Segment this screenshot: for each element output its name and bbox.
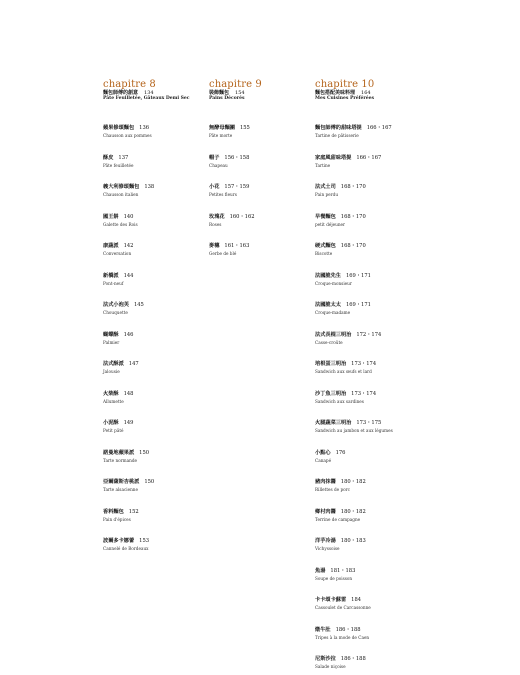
recipe-line [315,350,420,369]
recipe-chinese-name: 硬式麵包 [315,243,336,249]
chapter-french-title: Pâte Feuilletée, Gâteaux Demi Sec [103,96,190,101]
recipe-line [103,114,203,133]
recipe-french-name: Sandwich aux sardines [315,398,364,404]
recipe-entry [315,144,420,168]
recipe-chinese-name: 洋芋冷湯 [315,538,336,544]
recipe-entry [103,380,203,404]
recipe-entry [103,262,203,286]
recipe-chinese-name: 康蔬派 [103,243,119,249]
recipe-line [209,114,309,133]
recipe-chinese-name: 諾曼地蘋果派 [103,449,135,456]
recipe-entry [315,350,420,374]
recipe-page-number: 144 [123,272,134,279]
recipe-line [103,380,203,399]
recipe-page-number: 160・162 [229,213,255,220]
recipe-line [315,557,420,576]
recipe-page-number: 186・188 [335,626,361,633]
recipe-french-name: Pont-neuf [103,280,124,286]
recipe-page-number: 153 [139,538,150,544]
recipe-entry [315,291,420,315]
recipe-page-number: 169・171 [345,272,371,279]
recipe-entry [103,291,203,315]
recipe-entry [103,144,203,168]
recipe-page-number: 142 [123,243,134,249]
recipe-list [315,114,420,669]
recipe-french-name: Galette des Rois [103,221,138,227]
recipe-page-number: 186・188 [340,656,366,662]
recipe-french-name: petit déjeuner [315,221,346,227]
recipe-entry [209,144,309,168]
recipe-french-name: Croque-madame [315,310,351,315]
chapter-french-title: Pains Décorés [209,96,245,101]
recipe-list [209,114,309,256]
recipe-line [209,144,309,163]
recipe-line [315,144,420,163]
chapter-title: chapitre 8 [103,79,156,90]
recipe-page-number: 137 [118,154,129,161]
recipe-french-name: Sandwich au jambon et aux légumes [315,428,393,433]
recipe-french-name: Soupe de poisson [315,575,353,581]
recipe-line [103,173,203,192]
chapter-french-title: Mes Cuisines Préférées [315,96,375,101]
recipe-line [315,321,420,340]
recipe-chinese-name: 豬肉抹醬 [315,479,336,485]
recipe-french-name: Rillettes de porc [315,487,351,492]
recipe-line [103,321,203,340]
recipe-page-number: 173・174 [351,390,377,397]
recipe-chinese-name: 無酵母麵團 [209,125,235,131]
recipe-page-number: 180・182 [340,508,366,515]
recipe-line [103,144,203,163]
recipe-page-number: 145 [133,302,144,308]
recipe-line [315,439,420,458]
recipe-entry [315,468,420,492]
recipe-line [103,203,203,222]
recipe-line [209,232,309,251]
recipe-french-name: Chouquette [103,310,128,315]
recipe-page-number: 138 [144,184,155,190]
recipe-line [315,498,420,517]
recipe-entry [315,114,420,138]
recipe-chinese-name: 小泥酥 [103,420,119,426]
recipe-entry [103,232,203,256]
recipe-chinese-name: 麥穗 [209,243,220,249]
recipe-chinese-name: 家庭風甜味塔提 [315,154,352,161]
recipe-page-number: 168・170 [340,213,366,220]
recipe-french-name: Tartine [315,162,331,168]
recipe-french-name: Allumette [103,398,124,404]
recipe-line [315,114,420,133]
recipe-entry [315,557,420,581]
recipe-line [209,203,309,222]
recipe-entry [315,527,420,551]
recipe-line [315,262,420,281]
recipe-page-number: 156・158 [224,154,250,161]
recipe-entry [103,173,203,197]
recipe-line [315,409,420,428]
recipe-french-name: Roses [209,221,222,227]
recipe-french-name: Terrine de campagne [315,516,361,522]
recipe-page-number: 147 [128,361,139,367]
chapter-page-number: 154 [235,90,245,96]
recipe-list [103,114,203,551]
recipe-chinese-name: 酥皮 [103,154,114,161]
recipe-page-number: 155 [239,125,250,131]
recipe-chinese-name: 燉牛肚 [315,626,331,633]
recipe-entry [103,321,203,345]
recipe-page-number: 169・171 [345,302,371,308]
recipe-chinese-name: 義大利修頌麵包 [103,184,140,190]
recipe-chinese-name: 早餐麵包 [315,213,336,220]
recipe-page-number: 161・163 [224,243,250,249]
recipe-chinese-name: 蘋果修頌麵包 [103,125,135,131]
recipe-page-number: 173・175 [356,420,382,426]
recipe-chinese-name: 法國脆先生 [315,272,341,279]
recipe-french-name: Canapé [315,457,332,463]
recipe-chinese-name: 火腿蔬菜三明治 [315,420,352,426]
recipe-page-number: 146 [123,331,134,338]
recipe-entry [315,232,420,256]
recipe-page-number: 172・174 [356,331,382,338]
recipe-entry [315,262,420,286]
recipe-line [315,173,420,192]
chapter-8-column [103,79,203,557]
recipe-entry [315,409,420,433]
recipe-line [103,468,203,487]
recipe-line [315,468,420,487]
chapter-10-column [315,79,420,675]
recipe-french-name: Tartine de pâtisserie [315,133,359,138]
recipe-french-name: Pâte morte [209,133,233,138]
recipe-chinese-name: 法式酥派 [103,361,124,367]
recipe-chinese-name: 香料麵包 [103,508,124,515]
recipe-french-name: Vichyssoise [315,546,340,551]
recipe-line [103,409,203,428]
recipe-chinese-name: 沙丁魚三明治 [315,390,347,397]
recipe-page-number: 148 [123,390,134,397]
recipe-french-name: Biscotte [315,251,333,256]
recipe-entry [103,439,203,463]
recipe-entry [103,203,203,227]
recipe-entry [103,527,203,551]
recipe-french-name: Pain perdu [315,192,339,197]
recipe-entry [103,498,203,522]
recipe-french-name: Tarte normande [103,457,138,463]
recipe-line [103,439,203,458]
recipe-entry [315,203,420,227]
recipe-entry [103,409,203,433]
recipe-french-name: Sandwich aux œufs et lard [315,369,372,374]
recipe-entry [103,468,203,492]
recipe-line [315,232,420,251]
recipe-french-name: Chausson aux pommes [103,133,152,138]
recipe-entry [315,586,420,610]
recipe-page-number: 152 [128,508,139,515]
recipe-line [315,586,420,605]
recipe-french-name: Petites fleurs [209,192,237,197]
recipe-line [315,527,420,546]
recipe-page-number: 180・183 [340,538,366,544]
chapter-chinese-title: 麵包師傅的創意 [103,90,139,96]
recipe-page-number: 166・167 [356,154,382,161]
recipe-page-number: 168・170 [340,184,366,190]
recipe-line [103,291,203,310]
recipe-line [103,350,203,369]
recipe-chinese-name: 卡卡頌卡蘇雷 [315,597,347,603]
recipe-french-name: Jalousie [103,369,120,374]
chapter-title: chapitre 10 [315,79,375,90]
recipe-entry [103,350,203,374]
recipe-french-name: Gerbe de blé [209,251,237,256]
recipe-chinese-name: 法式小泡芙 [103,302,129,308]
chapter-chinese-title: 麵包搭配美味料理 [315,90,356,96]
recipe-french-name: Chapeau [209,162,228,168]
recipe-entry [315,380,420,404]
recipe-entry [315,173,420,197]
recipe-page-number: 136 [139,125,150,131]
recipe-chinese-name: 法式土司 [315,184,336,190]
recipe-french-name: Tripes à la mode de Caen [315,634,370,640]
chapter-page-number: 134 [144,90,154,96]
recipe-chinese-name: 培根蛋三明治 [315,361,347,367]
recipe-entry [315,498,420,522]
recipe-chinese-name: 法式長棍三明治 [315,331,352,338]
recipe-line [209,173,309,192]
recipe-chinese-name: 帽子 [209,154,220,161]
recipe-chinese-name: 國王餅 [103,213,119,220]
recipe-line [315,203,420,222]
recipe-page-number: 150 [139,449,150,456]
recipe-chinese-name: 波爾多卡娜蕾 [103,538,135,544]
recipe-entry [315,439,420,463]
recipe-french-name: Palmier [103,339,120,345]
recipe-french-name: Cassoulet de Carcassonne [315,605,371,610]
recipe-chinese-name: 小點心 [315,449,331,456]
recipe-line [103,498,203,517]
recipe-line [315,380,420,399]
recipe-french-name: Conversation [103,251,132,256]
recipe-chinese-name: 亞爾薩斯杏桃派 [103,479,140,485]
recipe-page-number: 140 [123,213,134,220]
recipe-page-number: 149 [123,420,134,426]
recipe-line [315,616,420,635]
chapter-chinese-title: 裝飾麵包 [209,90,230,96]
recipe-entry [209,173,309,197]
recipe-entry [315,616,420,640]
recipe-french-name: Croque-monsieur [315,280,352,286]
recipe-chinese-name: 火柴酥 [103,390,119,397]
recipe-page-number: 181・183 [330,567,356,574]
recipe-french-name: Chausson italien [103,192,139,197]
recipe-entry [315,645,420,669]
recipe-chinese-name: 鄉村肉醬 [315,508,336,515]
recipe-chinese-name: 玫瑰花 [209,213,225,220]
recipe-line [315,291,420,310]
recipe-entry [209,114,309,138]
recipe-line [103,232,203,251]
recipe-chinese-name: 法國脆太太 [315,302,341,308]
recipe-page-number: 184 [351,597,362,603]
recipe-french-name: Cannelé de Bordeaux [103,546,149,551]
recipe-french-name: Tarte alsacienne [103,487,138,492]
recipe-page-number: 150 [144,479,155,485]
recipe-chinese-name: 小花 [209,184,220,190]
recipe-chinese-name: 新橋派 [103,272,119,279]
recipe-french-name: Pâte feuilletée [103,162,134,168]
recipe-french-name: Petit pâté [103,428,124,433]
recipe-page-number: 176 [335,449,346,456]
recipe-chinese-name: 尼斯沙拉 [315,656,336,662]
recipe-page-number: 173・174 [351,361,377,367]
recipe-page-number: 166・167 [366,125,392,131]
recipe-french-name: Pain d'épices [103,516,131,522]
recipe-line [103,262,203,281]
recipe-line [315,645,420,664]
recipe-chinese-name: 魚湯 [315,567,326,574]
chapter-page-number: 164 [361,90,371,96]
recipe-page-number: 157・159 [224,184,250,190]
recipe-page-number: 180・182 [340,479,366,485]
recipe-entry [209,203,309,227]
chapter-title: chapitre 9 [209,79,262,90]
chapter-9-column [209,79,309,262]
recipe-line [103,527,203,546]
recipe-chinese-name: 蝴蝶酥 [103,331,119,338]
recipe-entry [209,232,309,256]
recipe-entry [315,321,420,345]
recipe-page-number: 168・170 [340,243,366,249]
recipe-french-name: Salade niçoise [315,664,346,669]
recipe-chinese-name: 麵包師傅的甜味塔提 [315,125,362,131]
recipe-entry [103,114,203,138]
recipe-french-name: Casse-croûte [315,339,343,345]
